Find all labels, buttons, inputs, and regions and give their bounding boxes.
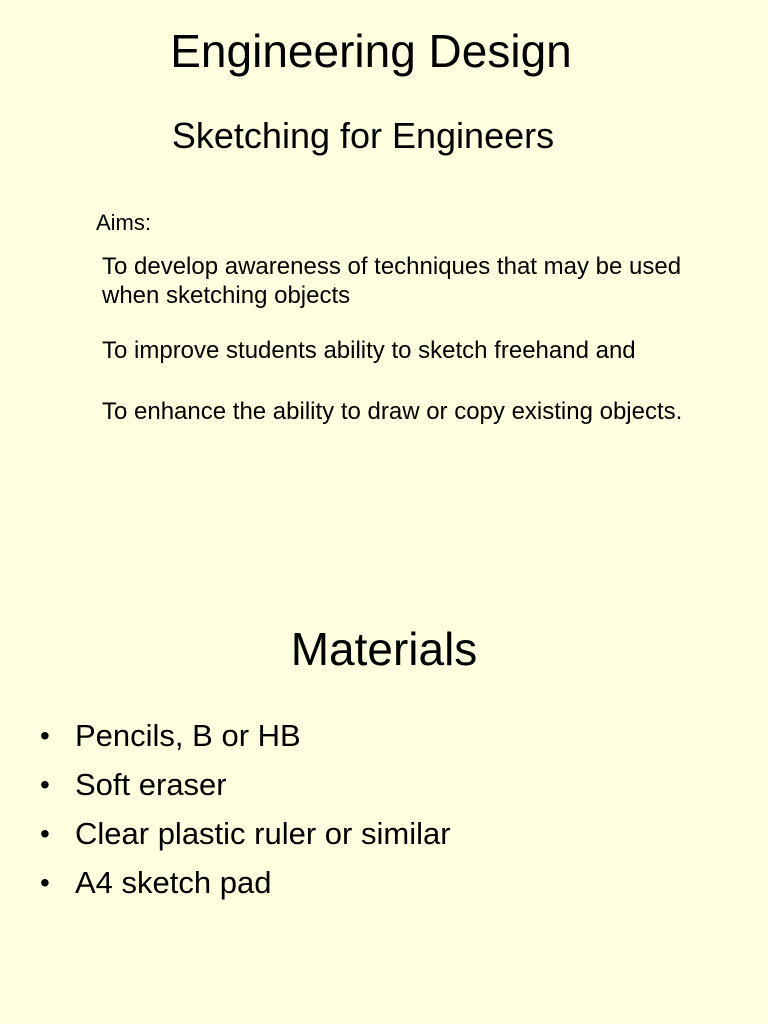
bullet-icon: • bbox=[40, 769, 50, 800]
materials-list bbox=[40, 716, 451, 912]
aim-item: To improve students ability to sketch freehand and bbox=[102, 337, 636, 364]
slide-title: Engineering Design bbox=[170, 25, 572, 77]
materials-title: Materials bbox=[290, 623, 478, 675]
aim-item: To develop awareness of techniques that may be used when sketching objects bbox=[102, 253, 682, 309]
list-item-text: Pencils, B or HB bbox=[75, 718, 301, 753]
aims-label: Aims: bbox=[96, 210, 151, 235]
list-item bbox=[40, 765, 451, 814]
list-item-text: Soft eraser bbox=[75, 767, 227, 802]
bullet-icon: • bbox=[40, 818, 50, 849]
list-item bbox=[40, 863, 451, 912]
list-item bbox=[40, 814, 451, 863]
slide-subtitle: Sketching for Engineers bbox=[171, 115, 555, 156]
list-item-text: A4 sketch pad bbox=[75, 865, 272, 900]
bullet-icon: • bbox=[40, 867, 50, 898]
list-item bbox=[40, 716, 451, 765]
list-item-text: Clear plastic ruler or similar bbox=[75, 816, 451, 851]
aim-item: To enhance the ability to draw or copy existing objects. bbox=[102, 398, 683, 425]
slide-materials bbox=[0, 512, 768, 1024]
bullet-icon: • bbox=[40, 720, 50, 751]
